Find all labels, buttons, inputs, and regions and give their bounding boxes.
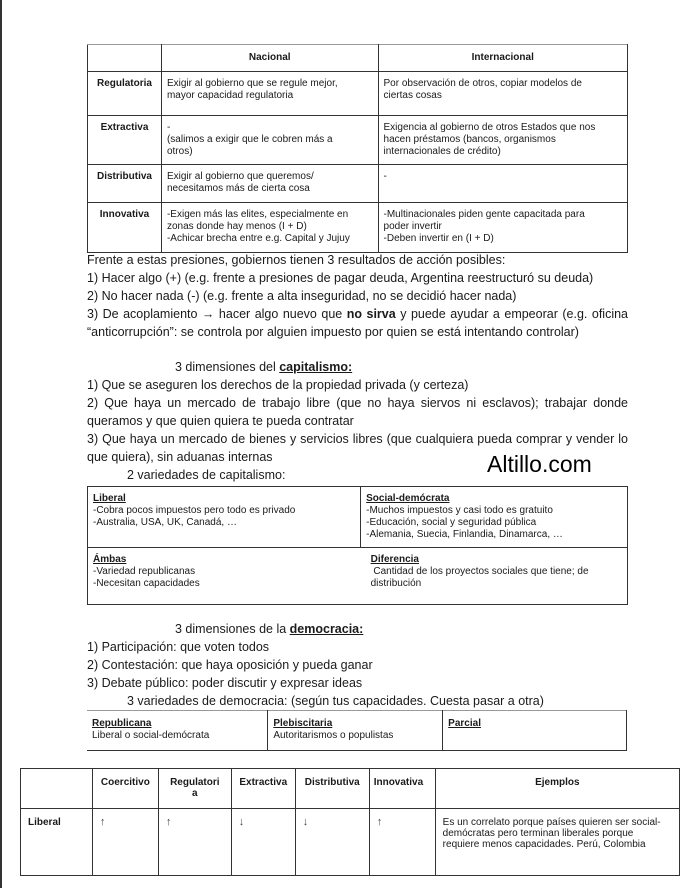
- cell-distributiva-arrow-icon: ↓: [295, 809, 369, 876]
- cell-internacional: [378, 72, 627, 116]
- cell-ambas: [88, 548, 361, 605]
- cell-line: Exigir al gobierno que se regule mejor,: [166, 78, 338, 89]
- cell-heading: Parcial: [448, 718, 481, 729]
- cell-line: -Variedad republicanas: [93, 566, 196, 577]
- cell-line: distribución: [370, 578, 422, 589]
- results-item-text: 3) De acoplamiento → hacer algo nuevo que: [87, 307, 347, 321]
- cell-coercitivo-arrow-icon: ↑: [92, 809, 158, 876]
- cell-nacional: [161, 203, 378, 253]
- capitalism-title: [87, 358, 628, 376]
- cell-internacional: [378, 203, 627, 253]
- capacities-table: [20, 768, 680, 876]
- capitalism-varieties-table: [87, 486, 628, 605]
- header-distributiva: Distributiva: [295, 769, 369, 809]
- row-label: Liberal: [21, 809, 93, 876]
- header-innovativa: Innovativa: [369, 769, 435, 809]
- table-row: [21, 809, 680, 876]
- title-text: 3 dimensiones del: [175, 360, 280, 374]
- header-empty: [88, 45, 162, 72]
- header-regulatoria: [158, 769, 231, 809]
- results-intro: Frente a estas presiones, gobiernos tienen 3 resultados de acción posibles:: [87, 253, 506, 267]
- cell-line: Cantidad de los proyectos sociales que tiene; de: [370, 566, 589, 577]
- cell-heading: Ámbas: [93, 554, 127, 565]
- cell-line: otros): [166, 146, 193, 157]
- cell-line: -: [383, 171, 387, 182]
- cell-line: mayor capacidad regulatoria: [166, 90, 294, 101]
- cell-social-democrata: [361, 487, 628, 548]
- results-item: 1) Hacer algo (+) (e.g. frente a presiones de pagar deuda, Argentina reestructuró su deuda): [87, 271, 594, 285]
- title-bold: democracia:: [289, 622, 364, 636]
- pressures-table-header: [88, 45, 628, 72]
- cell-line: -Achicar brecha entre e.g. Capital y Jujuy: [166, 233, 350, 244]
- cell-heading: Diferencia: [370, 554, 419, 565]
- democracy-title: [87, 620, 628, 638]
- header-internacional: Internacional: [378, 45, 627, 72]
- results-item: [87, 305, 628, 341]
- cell-line: poder invertir: [383, 221, 442, 232]
- cell-line: -Exigen más las elites, especialmente en: [166, 209, 349, 220]
- democracy-section: [87, 620, 628, 710]
- cell-extractiva-arrow-icon: ↓: [231, 809, 295, 876]
- cell-line: necesitamos más de cierta cosa: [166, 183, 310, 194]
- pressures-table: [87, 44, 628, 253]
- cell-diferencia: [361, 548, 628, 605]
- results-item-bold: no sirva: [346, 307, 396, 321]
- cell-line: (salimos a exigir que le cobren más a: [166, 134, 333, 145]
- header-line: Regulatori: [170, 777, 220, 788]
- results-section: [87, 251, 628, 341]
- cell-heading: Plebiscitaria: [273, 718, 333, 729]
- cell-line: Exigencia al gobierno de otros Estados que nos: [383, 122, 596, 133]
- cell-innovativa-arrow-icon: ↑: [369, 809, 435, 876]
- cell-line: -Alemania, Suecia, Finlandia, Dinamarca, …: [366, 529, 563, 540]
- cell-nacional: [161, 72, 378, 116]
- cell-ejemplos: Es un correlato porque países quieren ser social-demócratas pero terminan liberales porque requiere menos capacidades. Perú, Colombia: [435, 809, 679, 876]
- capitalism-item: 1) Que se aseguren los derechos de la propiedad privada (y certeza): [87, 378, 469, 392]
- header-line: a: [192, 788, 198, 799]
- cell-line: ciertas cosas: [383, 90, 442, 101]
- table-row: [88, 548, 628, 605]
- table-row: [88, 116, 628, 165]
- title-text: 3 dimensiones de la: [175, 622, 290, 636]
- header-nacional: Nacional: [161, 45, 378, 72]
- cell-line: -Deben invertir en (I + D): [383, 233, 494, 244]
- cell-regulatoria-arrow-icon: ↑: [158, 809, 231, 876]
- title-bold: capitalismo:: [279, 360, 353, 374]
- capitalism-varieties-title: 2 variedades de capitalismo:: [127, 468, 286, 482]
- cell-line: -Cobra pocos impuestos pero todo es privado: [93, 505, 296, 516]
- democracy-item: 1) Participación: que voten todos: [87, 640, 270, 654]
- cell-heading: Republicana: [92, 718, 152, 729]
- table-row: [88, 165, 628, 203]
- row-label: Extractiva: [88, 116, 162, 165]
- row-label: Distributiva: [88, 165, 162, 203]
- row-label: Innovativa: [88, 203, 162, 253]
- table-row: [87, 711, 627, 751]
- header-extractiva: Extractiva: [231, 769, 295, 809]
- header-coercitivo: Coercitivo: [92, 769, 158, 809]
- cell-heading: Liberal: [93, 493, 126, 504]
- cell-republicana: [87, 711, 268, 751]
- cell-line: -Necesitan capacidades: [93, 578, 200, 589]
- page-left-border: [0, 0, 2, 888]
- capacities-table-header: [21, 769, 680, 809]
- cell-line: Exigir al gobierno que queremos/: [166, 171, 314, 182]
- header-empty: [21, 769, 93, 809]
- cell-heading: Social-demócrata: [366, 493, 450, 504]
- cell-line: -Australia, USA, UK, Canadá, …: [93, 517, 237, 528]
- results-item: 2) No hacer nada (-) (e.g. frente a alta inseguridad, no se decidió hacer nada): [87, 289, 517, 303]
- democracy-item: 3) Debate público: poder discutir y expresar ideas: [87, 676, 363, 690]
- cell-line: internacionales de crédito): [383, 146, 501, 157]
- cell-internacional: [378, 165, 627, 203]
- cell-line: -Muchos impuestos y casi todo es gratuito: [366, 505, 553, 516]
- cell-line: hacen préstamos (bancos, organismos: [383, 134, 556, 145]
- cell-line: -Multinacionales piden gente capacitada para: [383, 209, 585, 220]
- table-row: [88, 203, 628, 253]
- cell-nacional: [161, 116, 378, 165]
- cell-line: Liberal o social-demócrata: [92, 730, 210, 741]
- cell-line: Autoritarismos o populistas: [273, 730, 394, 741]
- cell-line: -: [166, 122, 171, 133]
- watermark: Altillo.com: [487, 451, 592, 477]
- table-row: [88, 487, 628, 548]
- cell-parcial: [443, 711, 627, 751]
- capitalism-item: 3) Que haya un mercado de bienes y servicios libres (que cualquiera pueda comprar y vender lo que quiera), sin aduanas internas: [87, 432, 628, 464]
- results-item-text: y puede ayudar a empeorar (e.g. oficina “anticorrupción”: se controla por alguien impuesto por quien se está intentando controlar): [87, 307, 629, 339]
- cell-line: Por observación de otros, copiar modelos de: [383, 78, 582, 89]
- cell-plebiscitaria: [268, 711, 443, 751]
- cell-liberal: [88, 487, 361, 548]
- democracy-item: 2) Contestación: que haya oposición y pueda ganar: [87, 658, 373, 672]
- capitalism-item: 2) Que haya un mercado de trabajo libre (que no haya siervos ni esclavos); trabajar donde queramos y que quien quiera te pueda contratar: [87, 396, 628, 428]
- cell-nacional: [161, 165, 378, 203]
- cell-line: -Educación, social y seguridad pública: [366, 517, 537, 528]
- cell-internacional: [378, 116, 627, 165]
- democracy-varieties-table: [87, 710, 627, 751]
- row-label: Regulatoria: [88, 72, 162, 116]
- table-row: [88, 72, 628, 116]
- democracy-varieties-title: 3 variedades de democracia: (según tus capacidades. Cuesta pasar a otra): [127, 694, 544, 708]
- cell-line: zonas donde hay menos (I + D): [166, 221, 307, 232]
- header-ejemplos: Ejemplos: [435, 769, 679, 809]
